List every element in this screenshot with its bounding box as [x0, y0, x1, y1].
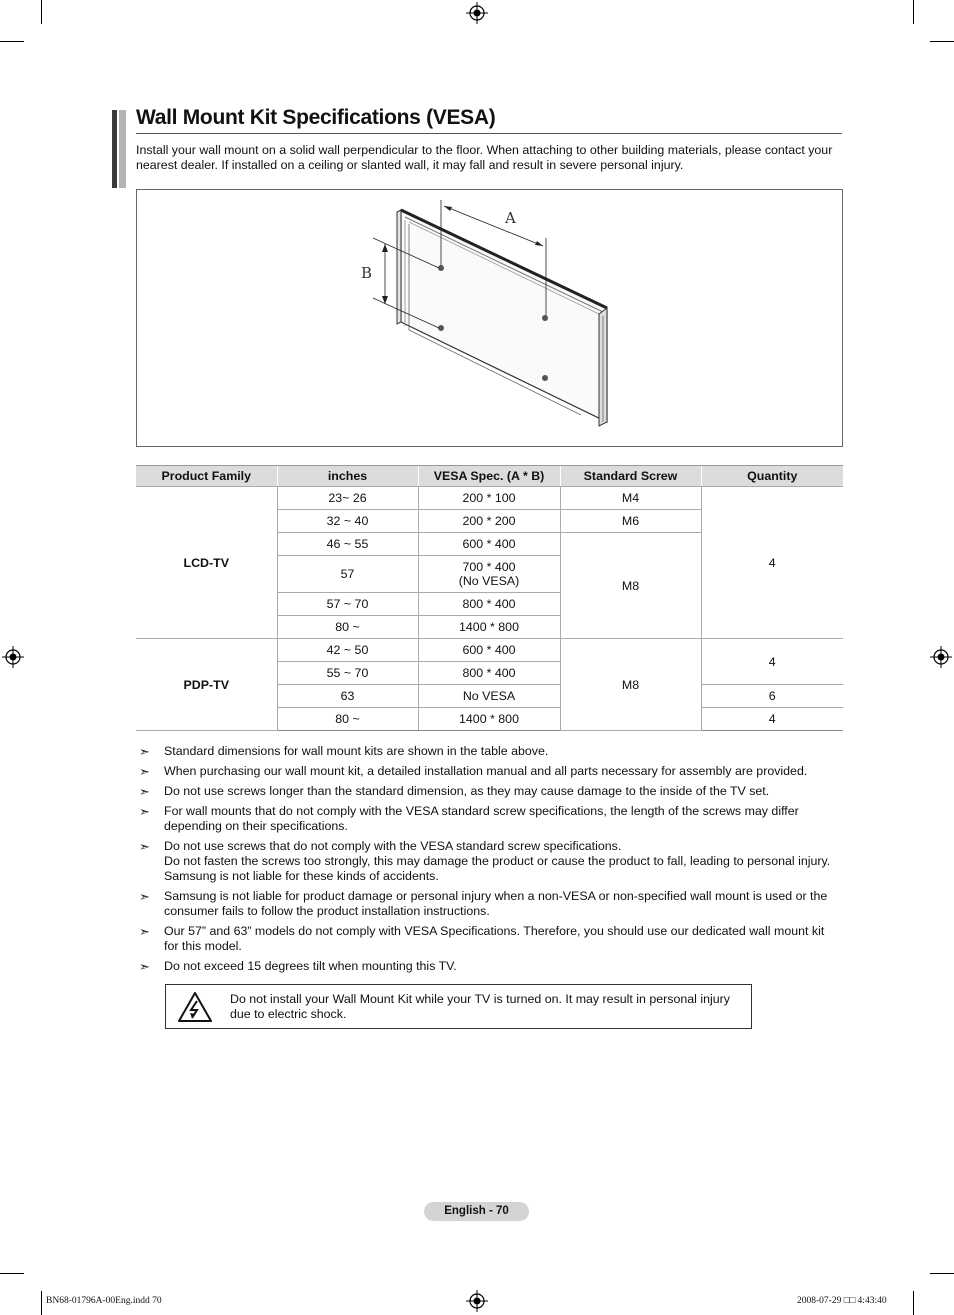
crop-mark [930, 1273, 954, 1274]
warning-text: Do not install your Wall Mount Kit while your TV is turned on. It may result in personal injury due to electric shock. [230, 992, 730, 1021]
column-header-inches: inches [277, 466, 418, 487]
page-title: Wall Mount Kit Specifications (VESA) [136, 106, 496, 129]
note-arrow-icon: ➣ [139, 839, 150, 854]
crop-mark [913, 0, 914, 24]
wall-mount-diagram [136, 189, 843, 447]
print-slug-file: BN68-01796A-00Eng.indd 70 [46, 1296, 162, 1306]
product-family-cell: LCD-TV [136, 487, 277, 639]
inches-cell: 80 ~ [277, 616, 418, 639]
registration-mark-icon [466, 2, 488, 24]
note-text: Do not use screws longer than the standard dimension, as they may cause damage to the inside of the TV set. [164, 784, 770, 798]
note-text: Do not exceed 15 degrees tilt when mounting this TV. [164, 959, 457, 973]
note-arrow-icon: ➣ [139, 804, 150, 819]
dimension-label-a: A [505, 209, 516, 227]
note-text: Do not fasten the screws too strongly, this may damage the product or cause the product to fall, leading to personal injury. Samsung is not liable for these kinds of accidents. [164, 854, 831, 883]
inches-cell: 42 ~ 50 [277, 639, 418, 662]
inches-cell: 63 [277, 685, 418, 708]
screw-cell: M4 [560, 487, 701, 510]
column-header-vesa-spec: VESA Spec. (A * B) [418, 466, 560, 487]
list-item [136, 784, 842, 799]
registration-mark-icon [2, 646, 24, 668]
vesa-cell: 1400 * 800 [418, 616, 560, 639]
vesa-cell: 600 * 400 [418, 639, 560, 662]
vesa-cell: 200 * 200 [418, 510, 560, 533]
vesa-cell [418, 556, 560, 593]
crop-mark [41, 1291, 42, 1315]
notes-list [136, 744, 842, 979]
note-text: For wall mounts that do not comply with the VESA standard screw specifications, the length of the screws may differ depending on their specifications. [164, 804, 799, 833]
list-item [136, 804, 842, 834]
quantity-cell: 6 [701, 685, 843, 708]
vesa-cell: No VESA [418, 685, 560, 708]
inches-cell: 57 ~ 70 [277, 593, 418, 616]
note-arrow-icon: ➣ [139, 784, 150, 799]
electric-shock-warning [165, 984, 752, 1029]
note-arrow-icon: ➣ [139, 889, 150, 904]
note-arrow-icon: ➣ [139, 764, 150, 779]
quantity-cell: 4 [701, 708, 843, 731]
table-row [136, 639, 843, 662]
dimension-label-b: B [361, 264, 373, 282]
list-item [136, 744, 842, 759]
note-text: When purchasing our wall mount kit, a detailed installation manual and all parts necessary for assembly are provided. [164, 764, 808, 778]
inches-cell: 55 ~ 70 [277, 662, 418, 685]
electric-shock-warning-icon [177, 991, 213, 1023]
crop-mark [41, 0, 42, 24]
intro-paragraph: Install your wall mount on a solid wall perpendicular to the floor. When attaching to other building materials, please contact your nearest dealer. If installed on a ceiling or slanted wall, it may fall and result in severe personal injury. [136, 143, 833, 172]
note-arrow-icon: ➣ [139, 959, 150, 974]
screw-cell: M8 [560, 533, 701, 639]
page-number-badge: English - 70 [424, 1202, 529, 1221]
list-item [136, 764, 842, 779]
list-item [136, 839, 842, 884]
inches-cell: 23~ 26 [277, 487, 418, 510]
tv-back-illustration [137, 190, 842, 446]
vesa-cell: 200 * 100 [418, 487, 560, 510]
inches-cell: 32 ~ 40 [277, 510, 418, 533]
note-text: Samsung is not liable for product damage or personal injury when a non-VESA or non-specified wall mount is used or the consumer fails to follow the product installation instructions. [164, 889, 828, 918]
list-item [136, 889, 842, 919]
title-divider [136, 133, 842, 134]
vesa-cell: 800 * 400 [418, 593, 560, 616]
column-header-standard-screw: Standard Screw [560, 466, 701, 487]
table-row [136, 487, 843, 510]
list-item [136, 959, 842, 974]
crop-mark [930, 41, 954, 42]
vesa-spec-table [136, 465, 843, 731]
inches-cell: 46 ~ 55 [277, 533, 418, 556]
vesa-value: 700 * 400 [462, 560, 516, 574]
registration-mark-icon [466, 1290, 488, 1312]
vesa-cell: 800 * 400 [418, 662, 560, 685]
quantity-cell: 4 [701, 639, 843, 685]
note-text: Our 57” and 63” models do not comply with VESA Specifications. Therefore, you should use our dedicated wall mount kit for this model. [164, 924, 825, 953]
crop-mark [0, 1273, 24, 1274]
note-arrow-icon: ➣ [139, 924, 150, 939]
vesa-cell: 600 * 400 [418, 533, 560, 556]
vesa-cell: 1400 * 800 [418, 708, 560, 731]
note-text: Standard dimensions for wall mount kits are shown in the table above. [164, 744, 549, 758]
vesa-note: (No VESA) [458, 574, 520, 588]
product-family-cell: PDP-TV [136, 639, 277, 731]
note-text: Do not use screws that do not comply with the VESA standard screw specifications. [164, 839, 622, 853]
crop-mark [913, 1291, 914, 1315]
inches-cell: 57 [277, 556, 418, 593]
note-arrow-icon: ➣ [139, 744, 150, 759]
title-accent-bar [112, 110, 126, 188]
list-item [136, 924, 842, 954]
registration-mark-icon [930, 646, 952, 668]
print-slug-timestamp: 2008-07-29 □□ 4:43:40 [797, 1296, 887, 1306]
quantity-cell: 4 [701, 487, 843, 639]
screw-cell: M6 [560, 510, 701, 533]
crop-mark [0, 41, 24, 42]
column-header-quantity: Quantity [701, 466, 843, 487]
column-header-product-family: Product Family [136, 466, 277, 487]
table-header-row [136, 466, 843, 487]
inches-cell: 80 ~ [277, 708, 418, 731]
screw-cell: M8 [560, 639, 701, 731]
